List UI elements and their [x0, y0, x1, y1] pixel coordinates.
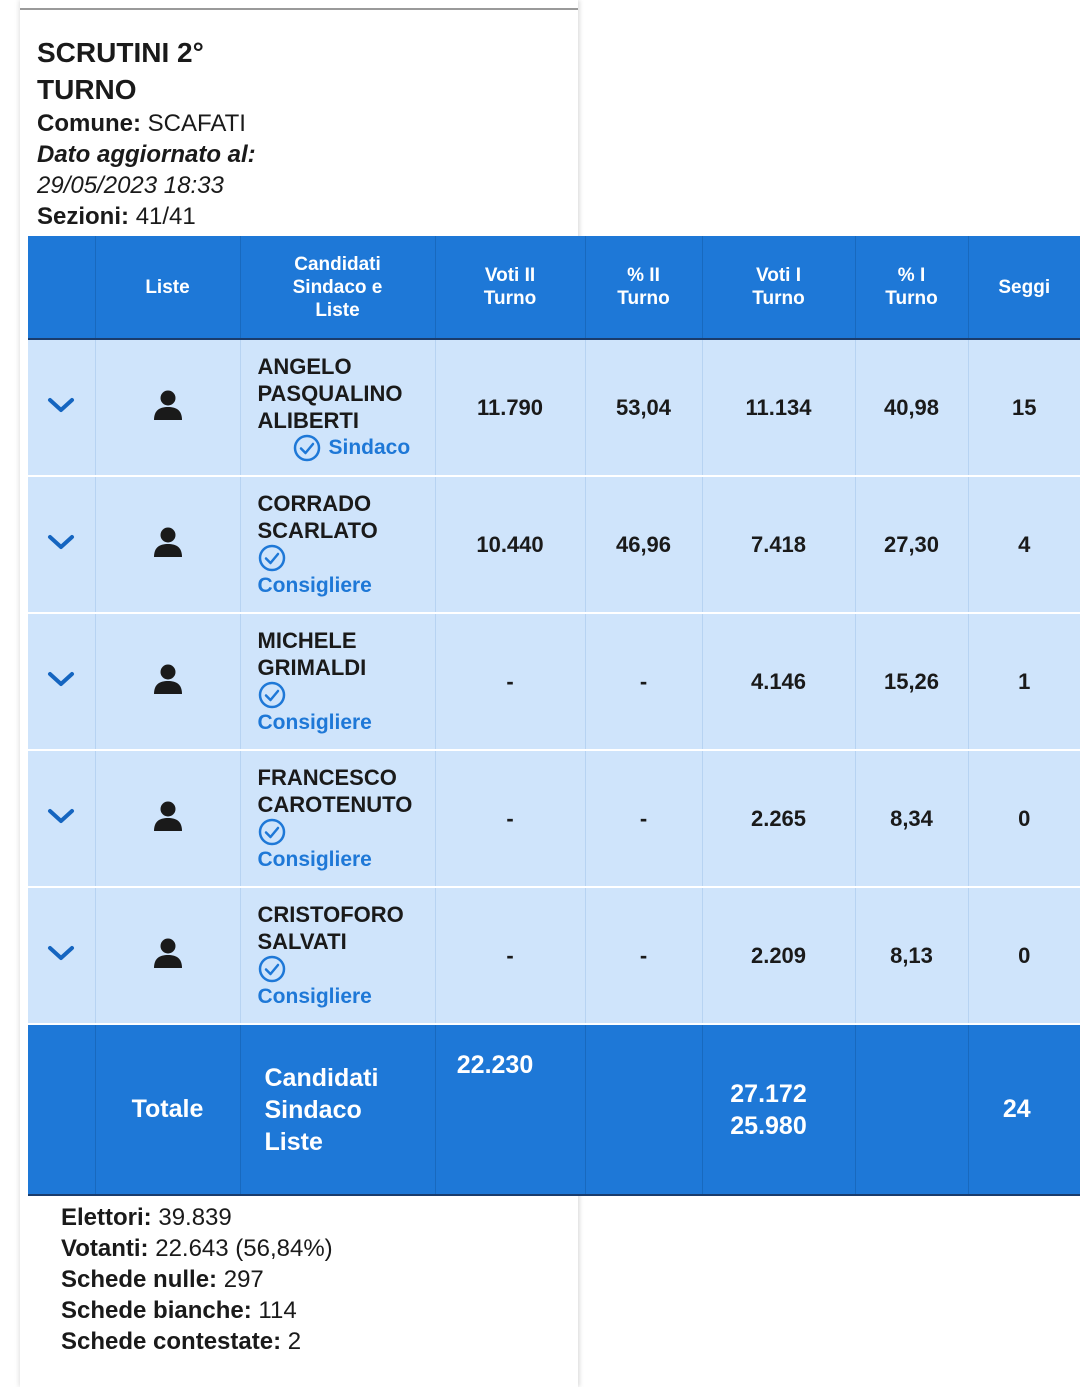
stat-elettori: Elettori: 39.839: [61, 1204, 232, 1231]
expand-cell[interactable]: [28, 613, 95, 750]
stat-schede-bianche: Schede bianche: 114: [61, 1297, 297, 1324]
comune-line: [37, 108, 557, 139]
total-cand-line2: Sindaco: [264, 1095, 362, 1124]
pct2-cell: -: [585, 750, 702, 887]
total-voti1-cell: [702, 1024, 855, 1195]
voti1-cell: 2.265: [702, 750, 855, 887]
voti1-cell: 4.146: [702, 613, 855, 750]
sezioni-label: Sezioni:: [37, 203, 130, 230]
candidate-cell: [240, 476, 435, 613]
person-icon[interactable]: [153, 526, 183, 558]
updated-value-line: [37, 170, 557, 201]
candidate-cell: [240, 613, 435, 750]
pct2-cell: -: [585, 887, 702, 1024]
liste-cell[interactable]: [95, 476, 240, 613]
header-voti-2: Voti II Turno: [435, 236, 585, 339]
expand-cell[interactable]: [28, 887, 95, 1024]
check-circle-icon: [258, 818, 286, 846]
total-candidates-cell: [240, 1024, 435, 1195]
total-seggi: 24: [968, 1024, 1080, 1195]
expand-cell[interactable]: [28, 476, 95, 613]
turnout-stats: [61, 1202, 333, 1357]
check-wrap: [258, 818, 435, 846]
pct1-cell: 27,30: [855, 476, 968, 613]
card-divider: [20, 8, 578, 10]
comune-value: SCAFATI: [147, 110, 246, 137]
total-pct1-empty: [855, 1024, 968, 1195]
pct1-cell: 40,98: [855, 339, 968, 476]
candidate-name: FRANCESCO CAROTENUTO: [257, 764, 413, 817]
comune-label: Comune:: [37, 110, 141, 137]
chevron-down-icon[interactable]: [46, 395, 76, 415]
pct2-cell: 53,04: [585, 339, 702, 476]
total-empty-cell: [28, 1024, 95, 1195]
pct1-cell: 15,26: [855, 613, 968, 750]
voti2-cell: 10.440: [435, 476, 585, 613]
header-pct-1: % I Turno: [855, 236, 968, 339]
candidate-name: CORRADO SCARLATO: [257, 490, 378, 543]
voti1-cell: 7.418: [702, 476, 855, 613]
check-wrap: [258, 544, 435, 572]
role-label: Consigliere: [257, 848, 372, 872]
candidate-cell: [240, 339, 435, 476]
check-wrap: [258, 955, 435, 983]
table-header-row: [28, 236, 1080, 339]
person-icon[interactable]: [153, 937, 183, 969]
table-row: [28, 476, 1080, 613]
seggi-cell: 1: [968, 613, 1080, 750]
check-wrap: [258, 681, 435, 709]
page-title: [37, 34, 557, 108]
check-circle-icon: [258, 955, 286, 983]
results-table: [28, 236, 1080, 1196]
voti2-cell: 11.790: [435, 339, 585, 476]
header-liste: Liste: [95, 236, 240, 339]
person-icon[interactable]: [153, 800, 183, 832]
page-title-text: SCRUTINI 2° TURNO: [37, 37, 204, 105]
table-row: [28, 887, 1080, 1024]
total-cand-line3: Liste: [264, 1127, 323, 1156]
total-pct2-empty: [585, 1024, 702, 1195]
header-expand: [28, 236, 95, 339]
total-cand-line1: Candidati: [264, 1063, 379, 1092]
liste-cell[interactable]: [95, 339, 240, 476]
liste-cell[interactable]: [95, 750, 240, 887]
check-circle-icon: [258, 544, 286, 572]
candidate-name: CRISTOFORO SALVATI: [257, 901, 404, 954]
chevron-down-icon[interactable]: [46, 806, 76, 826]
updated-label-line: [37, 139, 557, 170]
candidate-name: MICHELE GRIMALDI: [257, 627, 367, 680]
sezioni-value: 41/41: [135, 203, 196, 230]
total-voti1-candidates: 27.172: [730, 1079, 807, 1108]
sezioni-line: [37, 201, 557, 232]
total-voti1-liste: 25.980: [730, 1111, 807, 1140]
chevron-down-icon[interactable]: [46, 943, 76, 963]
role-label: Consigliere: [257, 574, 372, 598]
check-circle-icon: [293, 434, 321, 462]
voti1-cell: 11.134: [702, 339, 855, 476]
expand-cell[interactable]: [28, 339, 95, 476]
person-icon[interactable]: [153, 663, 183, 695]
candidate-role: [293, 434, 435, 462]
check-circle-icon: [258, 681, 286, 709]
pct1-cell: 8,13: [855, 887, 968, 1024]
seggi-cell: 4: [968, 476, 1080, 613]
pct2-cell: -: [585, 613, 702, 750]
updated-label: Dato aggiornato al:: [37, 141, 256, 168]
results-header: [37, 34, 557, 232]
voti2-cell: -: [435, 613, 585, 750]
voti2-cell: -: [435, 887, 585, 1024]
total-row: [28, 1024, 1080, 1195]
person-icon[interactable]: [153, 389, 183, 421]
pct2-cell: 46,96: [585, 476, 702, 613]
role-label: Consigliere: [257, 711, 372, 735]
role-label: Consigliere: [257, 985, 372, 1009]
seggi-cell: 15: [968, 339, 1080, 476]
total-voti2: 22.230: [435, 1024, 585, 1195]
total-label: Totale: [95, 1024, 240, 1195]
role-label: Sindaco: [328, 435, 411, 459]
header-candidati: Candidati Sindaco e Liste: [240, 236, 435, 339]
header-pct-2: % II Turno: [585, 236, 702, 339]
pct1-cell: 8,34: [855, 750, 968, 887]
table-row: [28, 613, 1080, 750]
candidate-cell: [240, 887, 435, 1024]
voti1-cell: 2.209: [702, 887, 855, 1024]
candidate-name: ANGELO PASQUALINO ALIBERTI: [257, 353, 403, 433]
header-voti-1: Voti I Turno: [702, 236, 855, 339]
voti2-cell: -: [435, 750, 585, 887]
chevron-down-icon[interactable]: [46, 532, 76, 552]
candidate-cell: [240, 750, 435, 887]
stat-schede-nulle: Schede nulle: 297: [61, 1266, 264, 1293]
header-seggi: Seggi: [968, 236, 1080, 339]
stat-schede-contestate: Schede contestate: 2: [61, 1328, 302, 1355]
seggi-cell: 0: [968, 887, 1080, 1024]
liste-cell[interactable]: [95, 887, 240, 1024]
table-row: [28, 750, 1080, 887]
chevron-down-icon[interactable]: [46, 669, 76, 689]
stat-votanti: Votanti: 22.643 (56,84%): [61, 1235, 333, 1262]
expand-cell[interactable]: [28, 750, 95, 887]
liste-cell[interactable]: [95, 613, 240, 750]
table-row: [28, 339, 1080, 476]
seggi-cell: 0: [968, 750, 1080, 887]
updated-value: 29/05/2023 18:33: [37, 172, 224, 199]
